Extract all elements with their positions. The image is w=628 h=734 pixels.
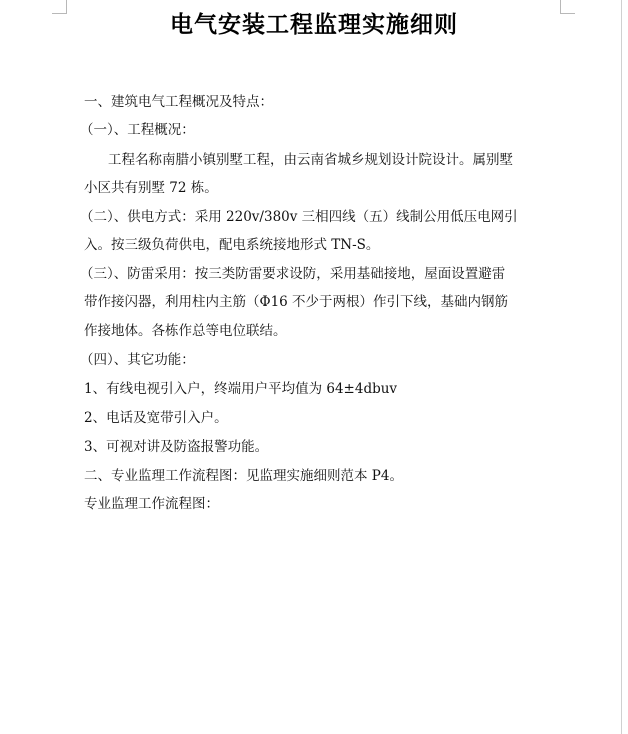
subsection-project-overview: （一）、工程概况：: [80, 122, 195, 138]
paragraph-power-supply-cont: 入。按三级负荷供电，配电系统接地形式 TN-S。: [84, 237, 380, 253]
paragraph-lightning-cont-2: 作接地体。各栋作总等电位联结。: [84, 323, 287, 339]
list-item-intercom-alarm: 3、可视对讲及防盗报警功能。: [84, 439, 269, 455]
paragraph-project-name-cont: 小区共有别墅 72 栋。: [84, 180, 218, 196]
section-heading-overview: 一、建筑电气工程概况及特点：: [84, 94, 273, 110]
document-title: 电气安装工程监理实施细则: [170, 11, 458, 38]
paragraph-lightning-cont-1: 带作接闪器，利用柱内主筋（Φ16 不少于两根）作引下线，基础内钢筋: [84, 294, 509, 310]
paragraph-project-name: 工程名称南腊小镇别墅工程，由云南省城乡规划设计院设计。属别墅: [108, 152, 513, 168]
subsection-other-functions: （四）、其它功能：: [80, 352, 195, 368]
page-edge: [621, 0, 622, 734]
subsection-power-supply: （二）、供电方式：采用 220v/380v 三相四线（五）线制公用低压电网引: [80, 209, 518, 225]
workflow-caption: 专业监理工作流程图：: [84, 496, 219, 512]
list-item-phone-broadband: 2、电话及宽带引入户。: [84, 410, 228, 426]
subsection-lightning-protection: （三）、防雷采用：按三类防雷要求设防，采用基础接地，屋面设置避雷: [80, 266, 506, 282]
list-item-cable-tv: 1、有线电视引入户，终端用户平均值为 64±4dbuv: [84, 381, 398, 397]
section-heading-workflow: 二、专业监理工作流程图：见监理实施细则范本 P4。: [84, 468, 403, 484]
